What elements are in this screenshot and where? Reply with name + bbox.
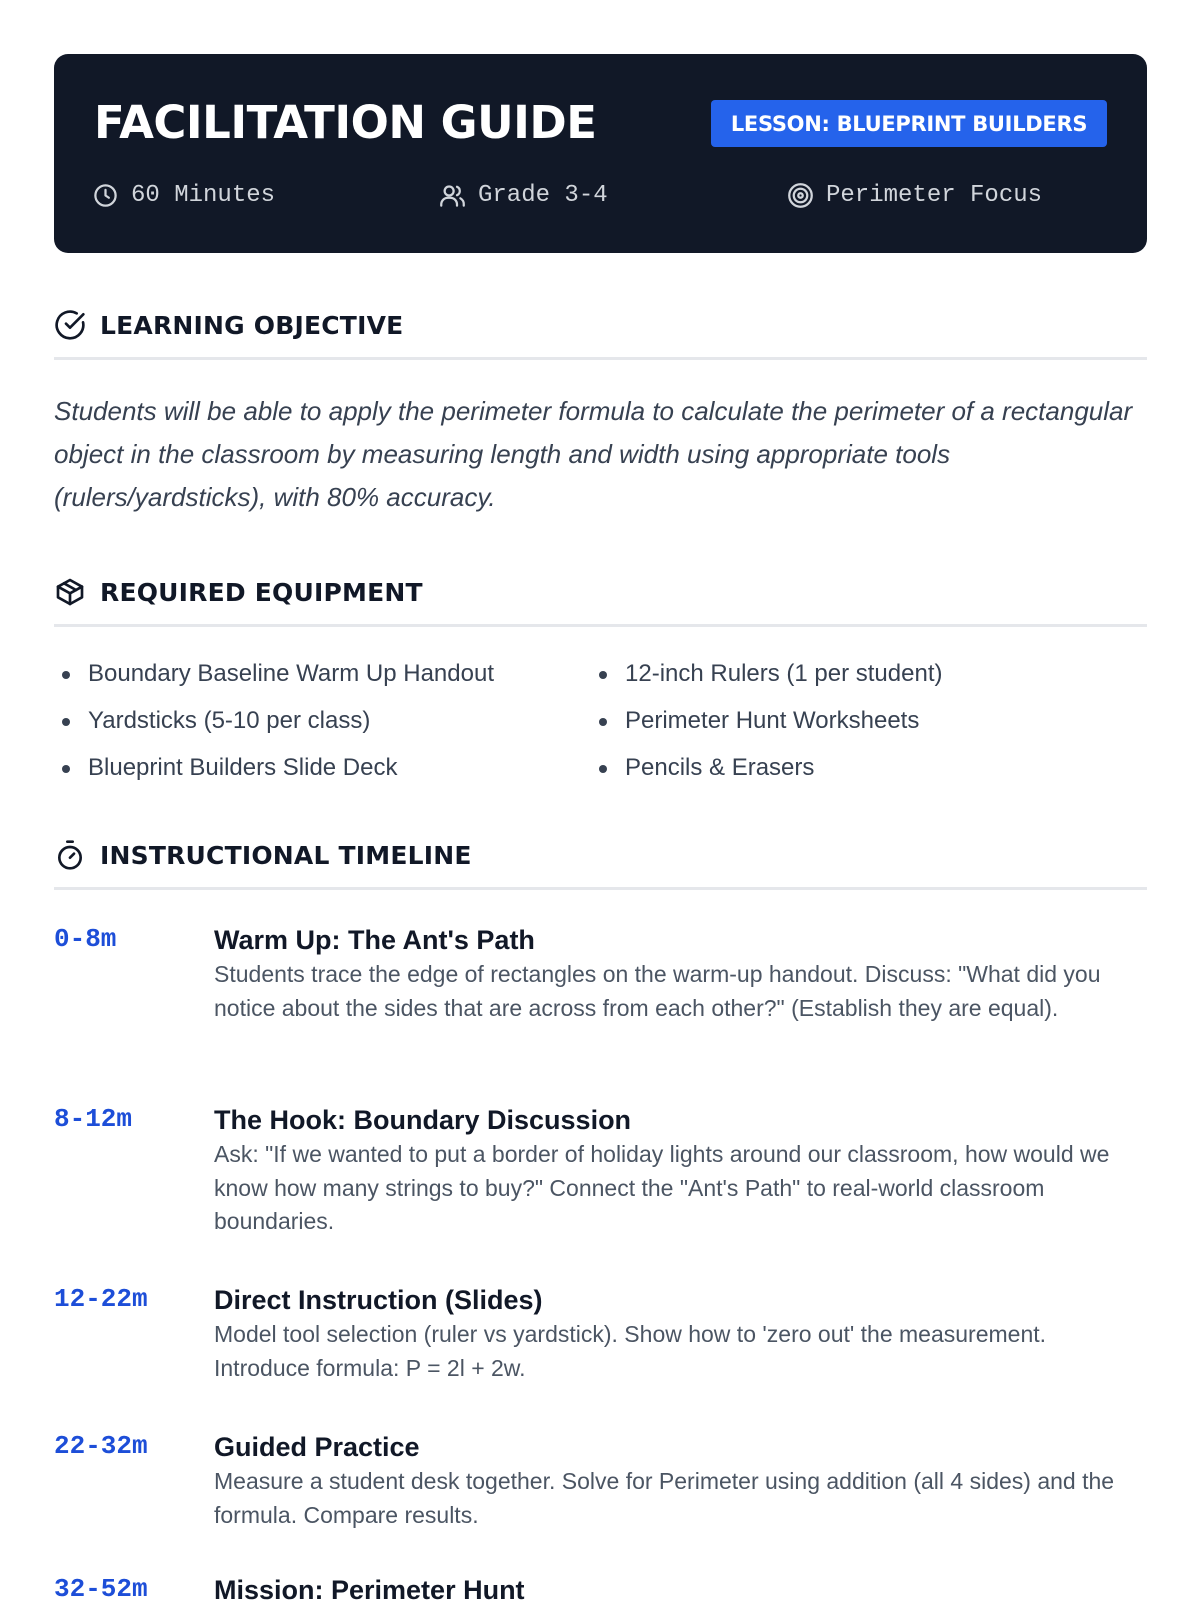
meta-focus-text: Perimeter Focus <box>826 182 1043 209</box>
timeline-title: Direct Instruction (Slides) <box>214 1285 543 1315</box>
timeline-time: 0-8m <box>54 924 117 954</box>
stopwatch-icon <box>54 839 86 871</box>
timeline-title: Guided Practice <box>214 1432 420 1462</box>
objective-text: Students will be able to apply the perimeter formula to calculate the perimeter of a rectangular object in the classroom by measuring length and width using appropriate tools (rulers/yardsticks), with 80% accuracy. <box>54 396 1133 512</box>
timeline-desc: Students trace the edge of rectangles on the warm-up handout. Discuss: "What did you notice about the sides that are across from each other?" (Establish they are equal). <box>214 961 1101 1021</box>
list-item: Boundary Baseline Warm Up Handout <box>54 656 494 703</box>
timeline-desc: Ask: "If we wanted to put a border of holiday lights around our classroom, how would we know how many strings to buy?" Connect the "Ant's Path" to real-world classroom boundaries. <box>214 1141 1110 1234</box>
package-icon <box>54 576 86 608</box>
timeline-title: Mission: Perimeter Hunt <box>214 1575 525 1600</box>
timeline-title: The Hook: Boundary Discussion <box>214 1105 632 1135</box>
equipment-list-right <box>591 656 942 797</box>
list-item: Perimeter Hunt Worksheets <box>591 703 942 750</box>
equipment-list-left <box>54 656 494 797</box>
header-card <box>54 54 1147 253</box>
timeline-heading: INSTRUCTIONAL TIMELINE <box>100 840 472 870</box>
objective-heading: LEARNING OBJECTIVE <box>100 310 404 340</box>
timeline-time: 12-22m <box>54 1284 148 1314</box>
list-item: 12-inch Rulers (1 per student) <box>591 656 942 703</box>
list-item: Pencils & Erasers <box>591 750 942 797</box>
lesson-badge: LESSON: BLUEPRINT BUILDERS <box>711 100 1107 147</box>
equipment-section-header <box>54 576 1147 627</box>
timeline-time: 22-32m <box>54 1431 148 1461</box>
clock-icon <box>92 182 119 209</box>
users-icon <box>439 182 466 209</box>
meta-grade <box>439 182 608 209</box>
timeline-desc: Model tool selection (ruler vs yardstick). Show how to 'zero out' the measurement. Introduce formula: P = 2l + 2w. <box>214 1321 1047 1381</box>
meta-duration-text: 60 Minutes <box>131 182 276 209</box>
page-title: FACILITATION GUIDE <box>94 96 597 149</box>
meta-grade-text: Grade 3-4 <box>478 182 608 209</box>
check-circle-icon <box>54 309 86 341</box>
meta-focus <box>787 182 1042 209</box>
timeline-time: 8-12m <box>54 1104 133 1134</box>
timeline-desc: Measure a student desk together. Solve for Perimeter using addition (all 4 sides) and the formula. Compare results. <box>214 1468 1115 1528</box>
target-icon <box>787 182 814 209</box>
list-item: Blueprint Builders Slide Deck <box>54 750 494 797</box>
equipment-heading: REQUIRED EQUIPMENT <box>100 577 423 607</box>
list-item: Yardsticks (5-10 per class) <box>54 703 494 750</box>
timeline-section-header <box>54 839 1147 890</box>
timeline-title: Warm Up: The Ant's Path <box>214 925 535 955</box>
timeline-time: 32-52m <box>54 1574 148 1600</box>
objective-section-header <box>54 309 1147 360</box>
meta-duration <box>92 182 275 209</box>
